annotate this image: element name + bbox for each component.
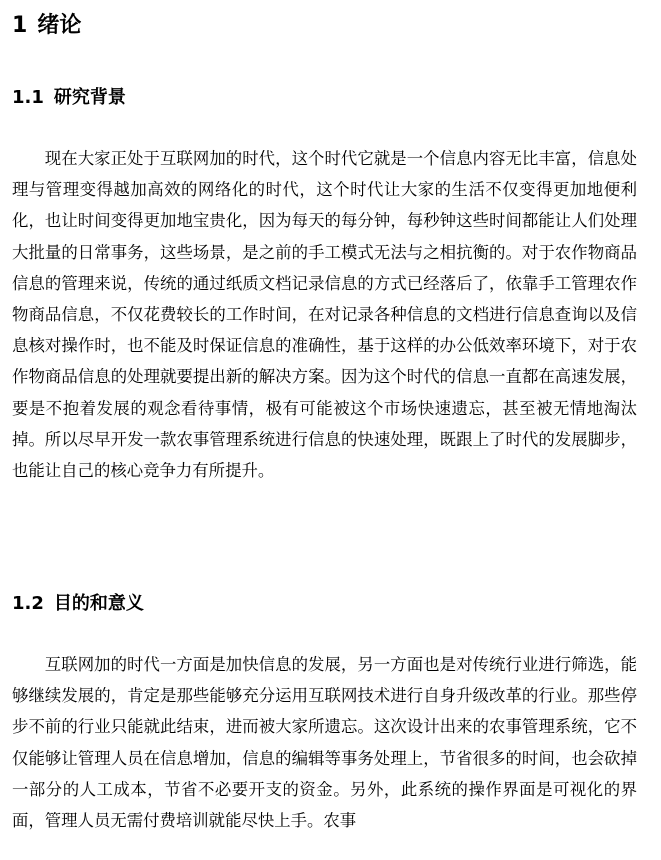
section-number: 1.1 [12,87,44,108]
chapter-number: 1 [12,13,28,38]
section-heading-purpose [12,590,144,618]
background-paragraph: 现在大家正处于互联网加的时代，这个时代它就是一个信息内容无比丰富，信息处理与管理变得越加高效的网络化的时代，这个时代让大家的生活不仅变得更加地便利化，也让时间变得更加地宝贵化，因为每天的每分钟，每秒钟这些时间都能让人们处理大批量的日常事务，这些场景，是之前的手工模式无法与之相抗衡的。对于农作物商品信息的管理来说，传统的通过纸质文档记录信息的方式已经落后了，依靠手工管理农作物商品信息，不仅花费较长的工作时间，在对记录各种信息的文档进行信息查询以及信息核对操作时，也不能及时保证信息的准确性，基于这样的办公低效率环境下，对于农作物商品信息的处理就要提出新的解决方案。因为这个时代的信息一直都在高速发展，要是不抱着发展的观念看待事情，极有可能被这个市场快速遗忘，甚至被无情地淘汰掉。所以尽早开发一款农事管理系统进行信息的快速处理，既跟上了时代的发展脚步，也能让自己的核心竞争力有所提升。 [12,149,637,481]
chapter-heading [12,10,81,42]
purpose-paragraph: 互联网加的时代一方面是加快信息的发展，另一方面也是对传统行业进行筛选，能够继续发展的，肯定是那些能够充分运用互联网技术进行自身升级改革的行业。那些停步不前的行业只能就此结束，进而被大家所遗忘。这次设计出来的农事管理系统，它不仅能够让管理人员在信息增加，信息的编辑等事务处理上，节省很多的时间，也会砍掉一部分的人工成本，节省不必要开支的资金。另外，此系统的操作界面是可视化的界面，管理人员无需付费培训就能尽快上手。农事 [12,655,637,831]
section-number: 1.2 [12,593,44,614]
section-title: 研究背景 [53,87,126,108]
section-title: 目的和意义 [53,593,144,614]
section-heading-background [12,84,126,112]
chapter-title: 绪论 [37,13,82,38]
